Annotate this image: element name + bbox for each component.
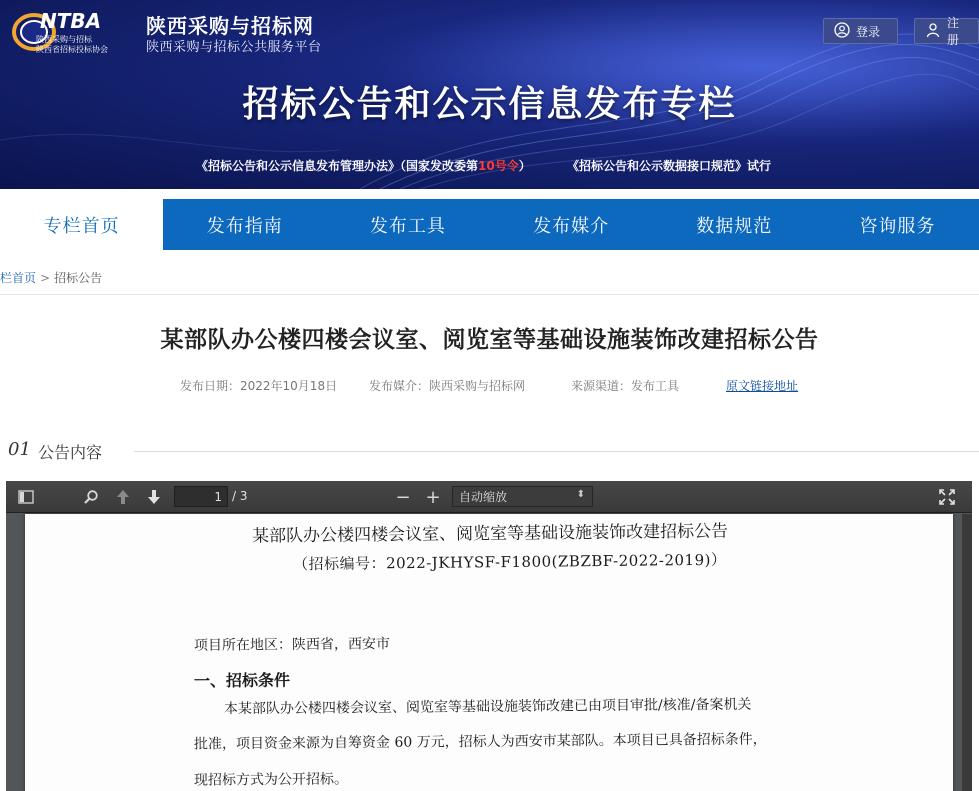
zoom-in-icon[interactable]: + (425, 486, 441, 508)
document-paragraph-line: 批准，项目资金来源为自筹资金 60 万元，招标人为西安市某部队。本项目已具备招标条件， (193, 731, 767, 753)
breadcrumb-separator: > (40, 271, 51, 285)
section-label: 公告内容 (38, 443, 103, 462)
nav-item-data-spec[interactable]: 数据规范 (696, 215, 773, 237)
regulation-text: 《招标公告和公示信息发布管理办法》（国家发改委第 (196, 159, 479, 173)
regulation-link-right[interactable]: 《招标公告和公示数据接口规范》试行 (567, 159, 772, 173)
user-icon (925, 22, 941, 41)
regulation-number: 10号令 (478, 159, 519, 173)
regulation-link-left[interactable] (196, 157, 531, 174)
register-label: 注册 (947, 16, 960, 47)
page-total: / 3 (232, 489, 248, 503)
nav-item-home[interactable]: 专栏首页 (0, 199, 163, 250)
svg-text:陕西省招标投标协会: 陕西省招标投标协会 (36, 45, 108, 54)
publish-date: 发布日期：2022年10月18日 (180, 379, 338, 393)
document-paragraph-line: 本某部队办公楼四楼会议室、阅览室等基础设施装饰改建已由项目审批/核准/备案机关 (223, 696, 752, 718)
register-button[interactable] (914, 16, 979, 47)
login-label: 登录 (856, 24, 881, 39)
original-link[interactable]: 原文链接地址 (726, 379, 799, 393)
document-region: 项目所在地区：陕西省，西安市 (193, 636, 391, 654)
login-button[interactable] (823, 18, 898, 44)
user-circle-icon (834, 22, 850, 41)
svg-text:NTBA: NTBA (40, 9, 102, 33)
pdf-toolbar (6, 481, 972, 513)
banner-title: 招标公告和公示信息发布专栏 (242, 84, 737, 125)
fullscreen-icon[interactable] (938, 487, 956, 507)
site-subtitle: 陕西采购与招标公共服务平台 (146, 40, 322, 55)
zoom-out-icon[interactable]: − (395, 486, 411, 508)
zoom-value: 自动缩放 (459, 490, 508, 504)
previous-page-icon[interactable] (114, 487, 132, 507)
document-code: （招标编号：2022-JKHYSF-F1800(ZBZBF-2022-2019)） (292, 550, 727, 574)
site-title: 陕西采购与招标网 (146, 14, 314, 38)
nav-item-media[interactable]: 发布媒介 (533, 215, 610, 237)
next-page-icon[interactable] (145, 487, 163, 507)
select-caret-icon: ⬍ (576, 489, 585, 500)
search-icon[interactable] (82, 487, 100, 507)
section-divider (134, 451, 979, 452)
breadcrumb-current: 招标公告 (54, 271, 103, 285)
pdf-page (25, 514, 953, 791)
svg-text:陕西采购与招标: 陕西采购与招标 (36, 35, 92, 44)
nav-item-consulting[interactable]: 咨询服务 (859, 215, 936, 237)
sidebar-toggle-icon[interactable] (17, 487, 35, 507)
document-paragraph-line: 现招标方式为公开招标。 (193, 771, 349, 789)
section-number: 01 (8, 439, 31, 460)
pdf-scrollbar[interactable] (962, 514, 972, 791)
breadcrumb-divider (0, 294, 979, 295)
zoom-select[interactable] (452, 486, 593, 507)
breadcrumb-home-link[interactable]: 栏首页 (0, 271, 37, 285)
page-number-input[interactable] (174, 486, 228, 507)
document-heading: 一、招标条件 (193, 670, 291, 691)
source-channel: 来源渠道：发布工具 (571, 379, 680, 393)
nav-item-tools[interactable]: 发布工具 (369, 215, 446, 237)
main-nav (0, 199, 979, 250)
document-title: 某部队办公楼四楼会议室、阅览室等基础设施装饰改建招标公告 (251, 521, 729, 547)
regulation-suffix: ） (518, 159, 531, 173)
breadcrumb (0, 269, 102, 286)
site-logo[interactable] (10, 8, 140, 56)
article-title: 某部队办公楼四楼会议室、阅览室等基础设施装饰改建招标公告 (160, 327, 819, 353)
pdf-viewer (6, 481, 972, 791)
publish-media: 发布媒介：陕西采购与招标网 (369, 379, 526, 393)
nav-item-guide[interactable]: 发布指南 (206, 215, 283, 237)
header-banner (0, 0, 979, 189)
